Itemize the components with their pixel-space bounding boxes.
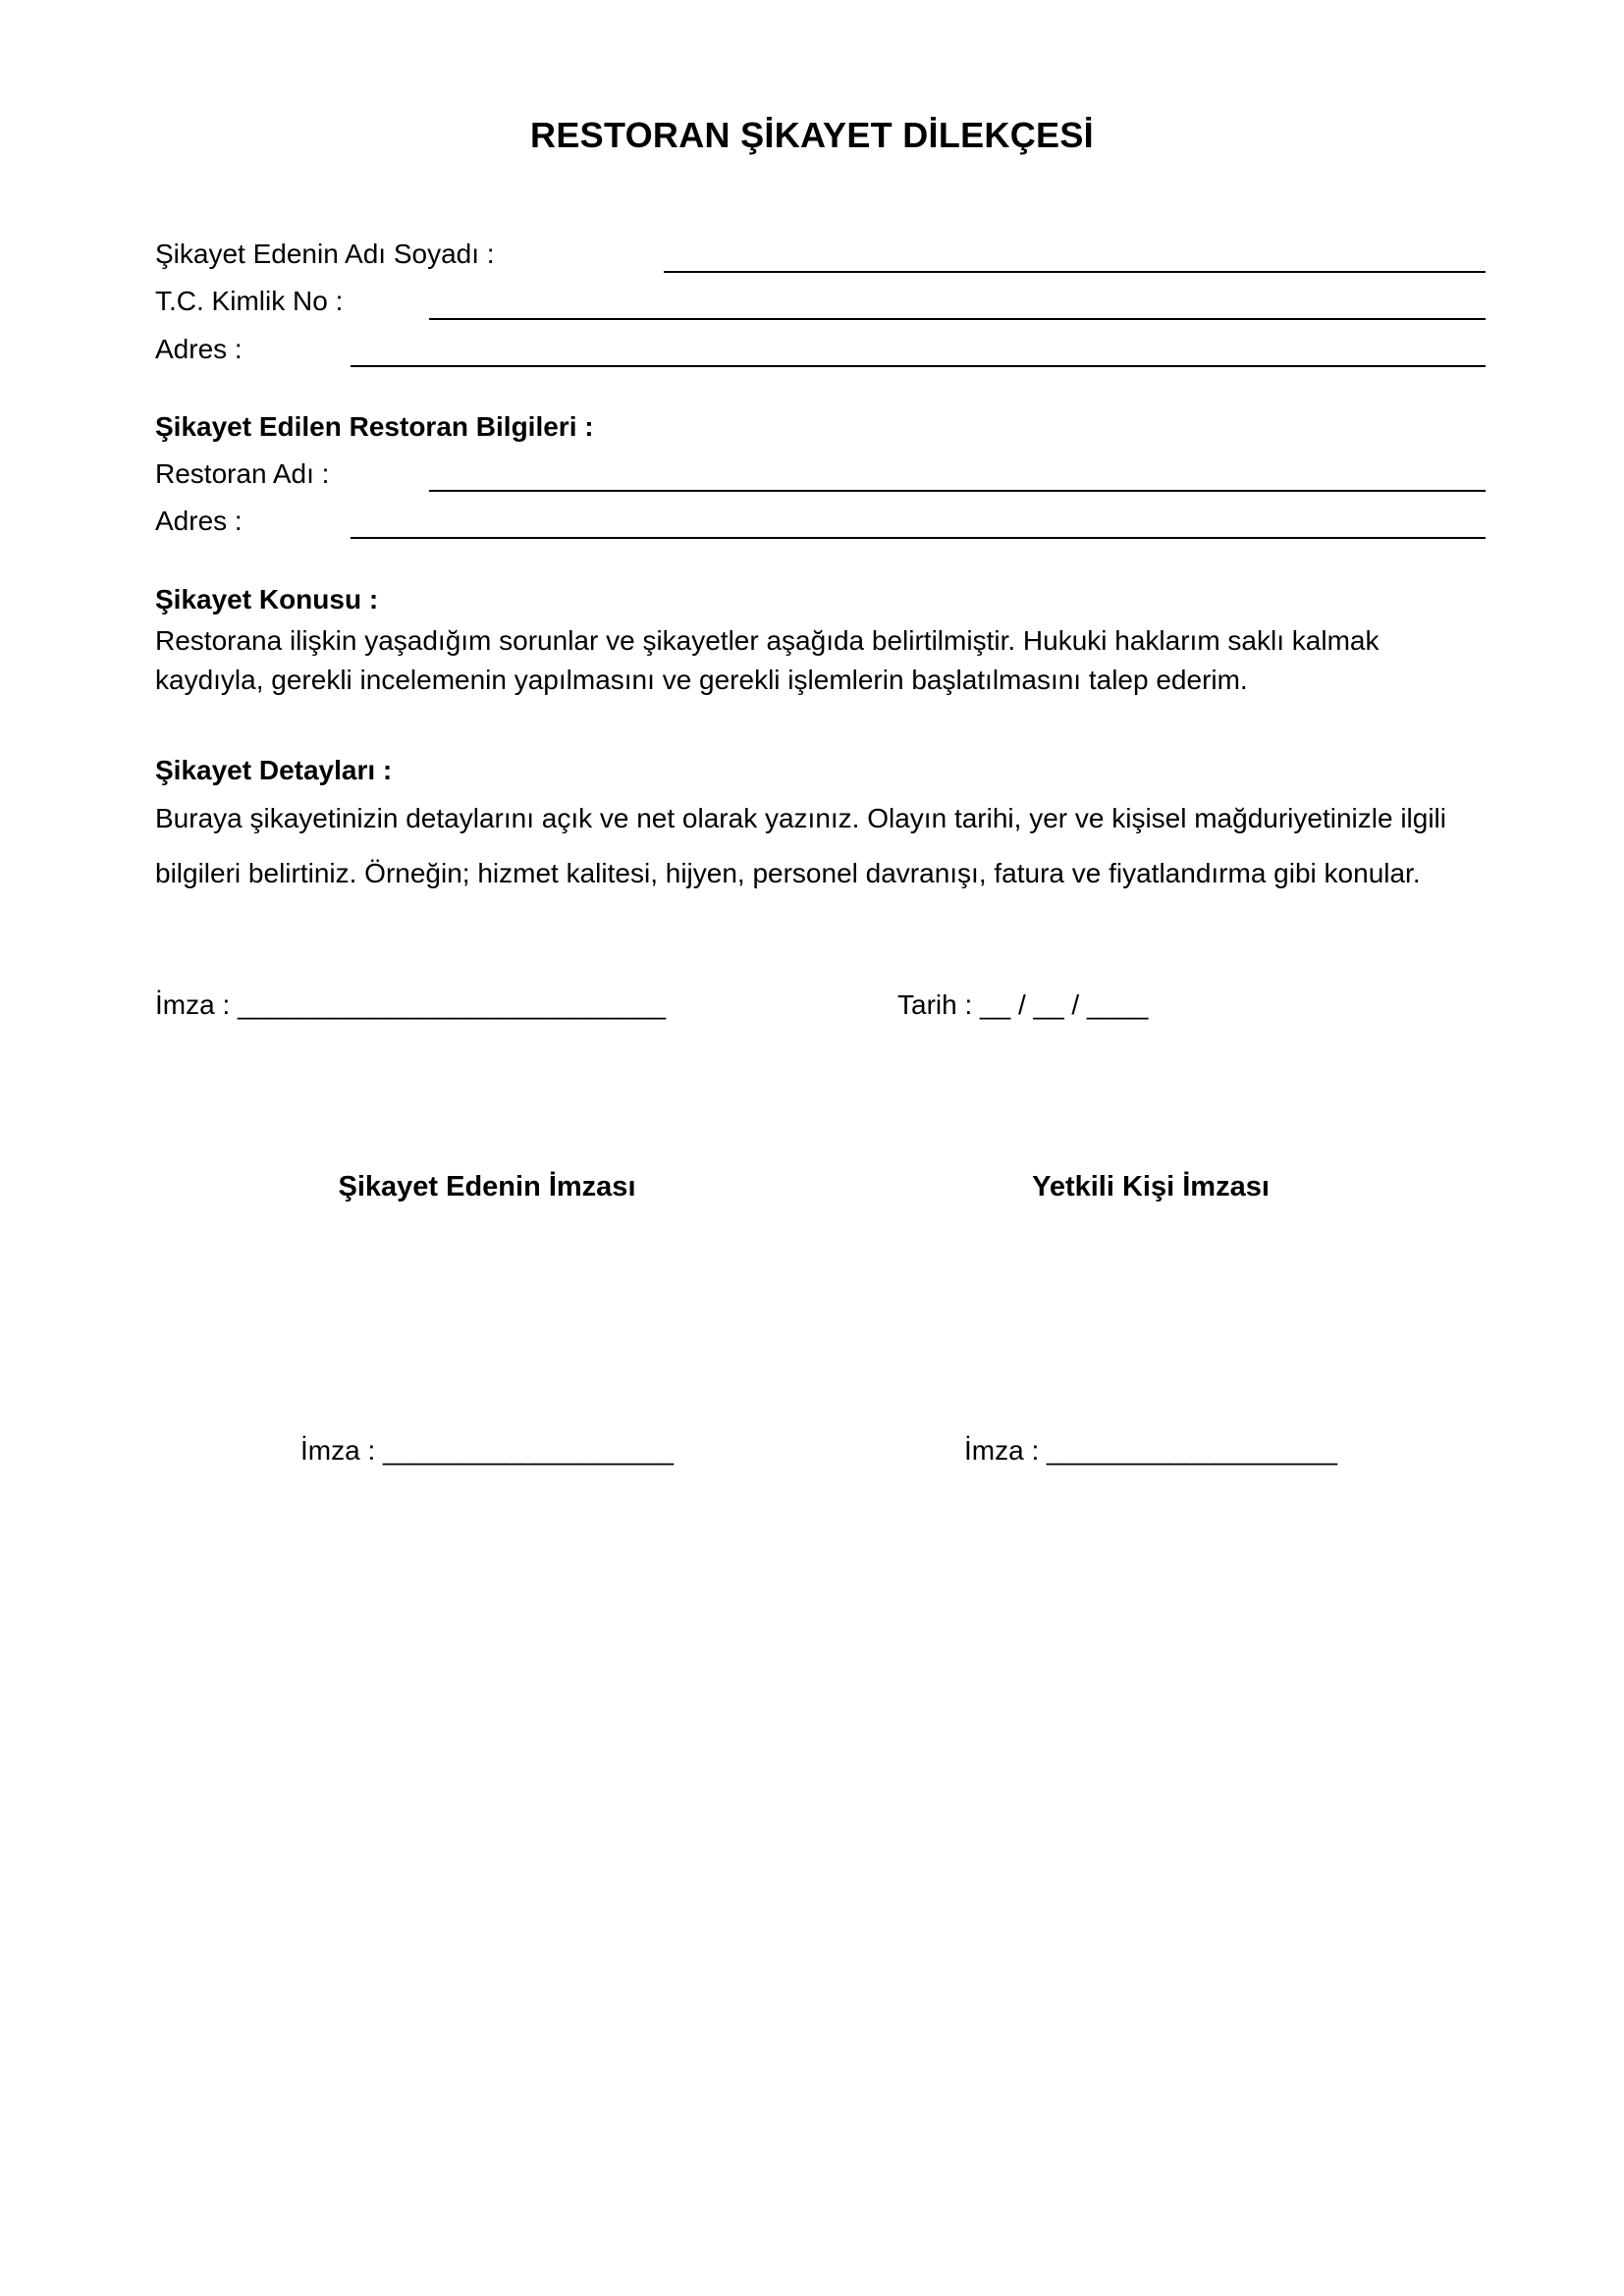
restaurant-name-line [429, 490, 1486, 492]
official-sign-line: İmza : ___________________ [964, 1435, 1337, 1466]
restaurant-section-heading: Şikayet Edilen Restoran Bilgileri : [155, 411, 594, 442]
official-signature-heading: Yetkili Kişi İmzası [1032, 1171, 1270, 1202]
complainant-name-label: Şikayet Edenin Adı Soyadı : [155, 239, 495, 269]
complainant-name-line [664, 271, 1486, 273]
details-heading: Şikayet Detayları : [155, 755, 393, 785]
complainant-signature-heading: Şikayet Edenin İmzası [338, 1171, 636, 1202]
page-title: RESTORAN ŞİKAYET DİLEKÇESİ [530, 115, 1094, 155]
complainant-address-label: Adres : [155, 334, 243, 364]
subject-heading: Şikayet Konusu : [155, 584, 379, 614]
restaurant-address-line [351, 537, 1486, 539]
subject-text: Restorana ilişkin yaşadığım sorunlar ve şikayetler aşağıda belirtilmiştir. Hukuki haklarım saklı kalmak kaydıyla, gerekli incelemenin yapılmasını ve gerekli işlemlerin başlatılmasını talep ederim. [155, 625, 1380, 695]
complainant-id-label: T.C. Kimlik No : [155, 286, 344, 316]
complainant-address-line [351, 365, 1486, 367]
complainant-id-line [429, 318, 1486, 320]
restaurant-name-label: Restoran Adı : [155, 458, 330, 489]
complainant-sign-line: İmza : ___________________ [300, 1435, 674, 1466]
signature-line: İmza : ____________________________ [155, 989, 667, 1020]
restaurant-address-label: Adres : [155, 506, 243, 536]
date-line: Tarih : __ / __ / ____ [897, 989, 1149, 1020]
details-text: Buraya şikayetinizin detaylarını açık ve net olarak yazınız. Olayın tarihi, yer ve kişisel mağduriyetinizle ilgili bilgileri belirtiniz. Örneğin; hizmet kalitesi, hijyen, personel davranışı, fatura ve fiyatlandırma gibi konular. [155, 803, 1447, 888]
